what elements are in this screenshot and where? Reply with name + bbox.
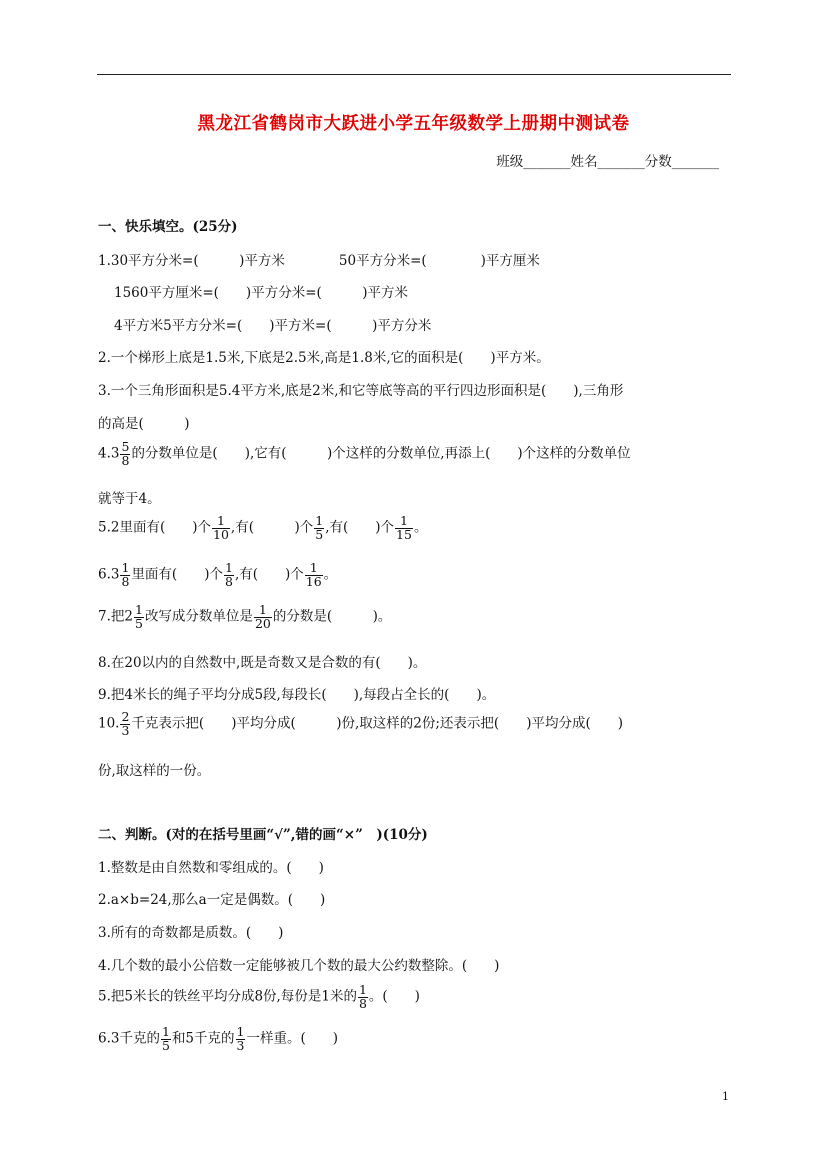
section-heading-true-false: 二、判断。(对的在括号里画“√”,错的画“×” )(10分)	[98, 827, 428, 843]
fraction	[212, 515, 230, 541]
question-6-mid-1: 里面有( )个	[131, 566, 223, 583]
fraction-denominator: 8	[224, 573, 233, 589]
header-rule	[97, 74, 731, 75]
judge-5-prefix: 5.把5米长的铁丝平均分成8份,每份是1米的	[98, 988, 357, 1005]
fraction-numerator: 2	[121, 709, 130, 724]
question-4-line-2: 就等于4。	[98, 491, 161, 507]
fraction-denominator: 8	[121, 573, 130, 589]
question-5-prefix: 5.2里面有( )个	[98, 519, 212, 536]
question-6	[98, 562, 337, 588]
question-3-line-2: 的高是( )	[98, 416, 190, 432]
question-5	[98, 515, 427, 541]
judge-6-mid: 和5千克的	[171, 1030, 235, 1047]
fraction-numerator: 1	[358, 982, 367, 997]
fraction-numerator: 5	[121, 439, 130, 454]
question-1a: 1.30平方分米=( )平方米 50平方分米=( )平方厘米	[98, 253, 540, 269]
fraction	[358, 984, 368, 1010]
fraction-numerator: 1	[395, 515, 413, 529]
page-number: 1	[722, 1090, 729, 1103]
judge-5-suffix: 。( )	[368, 988, 420, 1005]
fraction-denominator: 8	[358, 995, 367, 1011]
fraction	[236, 1026, 246, 1052]
judge-6	[98, 1026, 338, 1052]
page-title: 黑龙江省鹤岗市大跃进小学五年级数学上册期中测试卷	[197, 114, 630, 134]
judge-5	[98, 984, 420, 1010]
judge-6-suffix: 一样重。( )	[246, 1030, 339, 1047]
judge-2: 2.a×b=24,那么a一定是偶数。( )	[98, 892, 326, 908]
question-8: 8.在20以内的自然数中,既是奇数又是合数的有( )。	[98, 655, 427, 671]
judge-3: 3.所有的奇数都是质数。( )	[98, 925, 284, 941]
fraction	[224, 562, 234, 588]
fraction-numerator: 1	[236, 1024, 245, 1039]
fraction-denominator: 3	[236, 1037, 245, 1053]
fraction-denominator: 5	[315, 526, 324, 542]
question-6-suffix: 。	[323, 566, 338, 583]
fraction-denominator: 3	[121, 722, 130, 738]
question-3-line-1: 3.一个三角形面积是5.4平方米,底是2米,和它等底等高的平行四边形面积是( ),三角形	[98, 383, 624, 399]
question-10-prefix: 10.	[98, 715, 120, 732]
question-7-suffix: 的分数是( )。	[272, 608, 392, 625]
question-5-mid-1: ,有( )个	[230, 519, 314, 536]
judge-4: 4.几个数的最小公倍数一定能够被几个数的最大公约数整除。( )	[98, 958, 500, 974]
fraction-denominator: 8	[121, 452, 130, 468]
section-heading-fill-blank: 一、快乐填空。(25分)	[98, 219, 238, 235]
question-5-suffix: 。	[413, 519, 428, 536]
fraction	[120, 562, 130, 588]
fraction-denominator: 16	[305, 573, 322, 589]
fraction-denominator: 20	[254, 615, 271, 631]
fraction-denominator: 5	[134, 615, 143, 631]
question-9: 9.把4米长的绳子平均分成5段,每段长( ),每段占全长的( )。	[98, 687, 496, 703]
fraction-denominator: 10	[213, 526, 229, 542]
fraction-numerator: 1	[121, 560, 130, 575]
judge-6-prefix: 6.3千克的	[98, 1030, 160, 1047]
question-7	[98, 604, 391, 630]
question-2: 2.一个梯形上底是1.5米,下底是2.5米,高是1.8米,它的面积是( )平方米。	[98, 350, 550, 366]
fraction	[314, 515, 324, 541]
question-7-mid: 改写成分数单位是	[144, 608, 253, 625]
fraction-numerator: 1	[134, 602, 143, 617]
fraction-numerator: 1	[315, 513, 324, 528]
fraction-numerator: 1	[161, 1024, 170, 1039]
question-6-mid-2: ,有( )个	[234, 566, 304, 583]
student-info-line: 班级_______姓名_______分数_______	[496, 154, 719, 170]
fraction	[395, 515, 413, 541]
question-1c: 4平方米5平方分米=( )平方米=( )平方分米	[114, 318, 432, 334]
fraction-numerator: 1	[224, 560, 233, 575]
fraction-denominator: 5	[161, 1037, 170, 1053]
question-10	[98, 711, 623, 737]
fraction	[120, 711, 130, 737]
question-6-prefix: 6.3	[98, 566, 120, 583]
question-10-line-2: 份,取这样的一份。	[98, 763, 211, 779]
question-4-prefix: 4.3	[98, 445, 120, 462]
question-4	[98, 441, 631, 467]
fraction	[161, 1026, 171, 1052]
fraction	[120, 441, 130, 467]
question-4-text: 的分数单位是( ),它有( )个这样的分数单位,再添上( )个这样的分数单位	[131, 445, 631, 462]
fraction-denominator: 15	[396, 526, 412, 542]
fraction-numerator: 1	[212, 515, 230, 529]
question-10-text: 千克表示把( )平均分成( )份,取这样的2份;还表示把( )平均分成( )	[131, 715, 623, 732]
fraction-numerator: 1	[305, 562, 323, 576]
question-1b: 1560平方厘米=( )平方分米=( )平方米	[114, 285, 409, 301]
fraction	[134, 604, 144, 630]
judge-1: 1.整数是由自然数和零组成的。( )	[98, 860, 324, 876]
fraction	[305, 562, 323, 588]
fraction-numerator: 1	[254, 604, 272, 618]
question-7-prefix: 7.把2	[98, 608, 133, 625]
fraction	[254, 604, 272, 630]
question-5-mid-2: ,有( )个	[325, 519, 395, 536]
